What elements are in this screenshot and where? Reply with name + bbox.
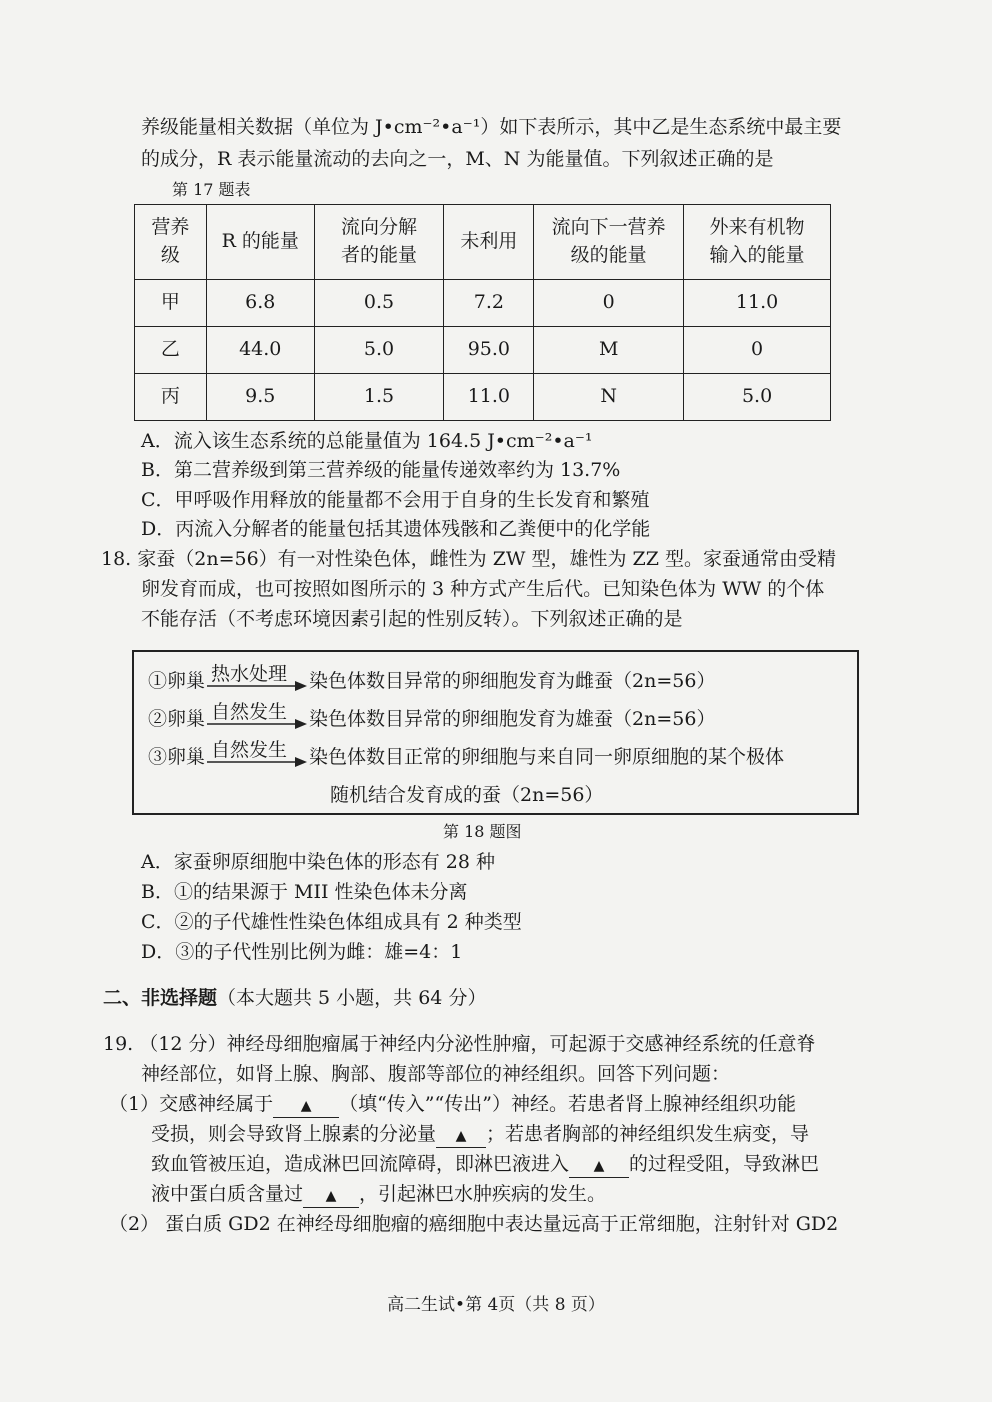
q18-line-3: 不能存活（不考虑环境因素引起的性别反转）。下列叙述正确的是 — [141, 608, 683, 630]
arrow-label: 自然发生 — [211, 701, 288, 723]
answer-blank[interactable]: ▲ — [273, 1097, 339, 1118]
table-cell: 95.0 — [444, 327, 534, 374]
q19-text: ；若患者胸部的神经组织发生病变，导 — [486, 1123, 810, 1145]
table-cell: 0 — [684, 327, 831, 374]
q17-option-c: C．甲呼吸作用释放的能量都不会用于自身的生长发育和繁殖 — [141, 489, 650, 511]
q19-p1-line-3 — [151, 1153, 819, 1178]
table-cell: 0 — [534, 280, 684, 327]
table-header-row — [135, 205, 831, 280]
table-cell: 1.5 — [314, 374, 444, 421]
table-cell: 5.0 — [314, 327, 444, 374]
figure-row-text: 随机结合发育成的蚕（2n=56） — [330, 784, 604, 806]
table-cell: 44.0 — [206, 327, 314, 374]
header-cell: 流向分解者的能量 — [314, 205, 444, 280]
arrow-heat — [207, 663, 307, 693]
energy-table — [134, 204, 831, 421]
q19-p1-line-4 — [151, 1183, 606, 1208]
q18-line-1: 18. 家蚕（2n=56）有一对性染色体，雌性为 ZW 型，雄性为 ZZ 型。家蚕通常由受精 — [101, 548, 836, 570]
q17-option-b: B．第二营养级到第三营养级的能量传递效率约为 13.7% — [141, 459, 621, 481]
figure-row-3-continuation — [330, 780, 603, 807]
header-cell: 流向下一营养级的能量 — [534, 205, 684, 280]
q19-p1-line-2 — [151, 1123, 809, 1148]
table-cell: 丙 — [135, 374, 207, 421]
figure-row-label: ③卵巢 — [148, 746, 206, 768]
q18-line-2: 卵发育而成，也可按照如图所示的 3 种方式产生后代。已知染色体为 WW 的个体 — [141, 578, 825, 600]
table-cell: 0.5 — [314, 280, 444, 327]
answer-blank[interactable]: ▲ — [436, 1127, 486, 1148]
q17-option-d: D．丙流入分解者的能量包括其遗体残骸和乙粪便中的化学能 — [141, 518, 651, 540]
right-arrow-icon — [207, 719, 307, 729]
figure-row-text: 染色体数目异常的卵细胞发育为雄蚕（2n=56） — [309, 708, 716, 730]
q19-text: （填“传入”“传出”）神经。若患者肾上腺神经组织功能 — [339, 1093, 796, 1115]
figure-row-text: 染色体数目异常的卵细胞发育为雌蚕（2n=56） — [309, 670, 716, 692]
arrow-label: 自然发生 — [211, 739, 288, 761]
q19-text: （1）交感神经属于 — [109, 1093, 274, 1115]
q19-text: 液中蛋白质含量过 — [151, 1183, 304, 1205]
section-heading — [103, 987, 486, 1010]
q17-option-a: A．流入该生态系统的总能量值为 164.5 J•cm⁻²•a⁻¹ — [141, 430, 593, 452]
table-cell: 9.5 — [206, 374, 314, 421]
figure-caption: 第 18 题图 — [443, 822, 522, 841]
intro-line-1: 养级能量相关数据（单位为 J•cm⁻²•a⁻¹）如下表所示，其中乙是生态系统中最主要 — [141, 116, 842, 138]
figure-row-1 — [148, 663, 716, 693]
arrow-natural — [207, 739, 307, 769]
table-caption: 第 17 题表 — [172, 180, 251, 199]
q18-option-a: A．家蚕卵原细胞中染色体的形态有 28 种 — [141, 851, 495, 873]
table-row — [135, 327, 831, 374]
header-cell: 外来有机物输入的能量 — [684, 205, 831, 280]
answer-blank[interactable]: ▲ — [569, 1157, 629, 1178]
section-title: 二、非选择题 — [103, 987, 218, 1009]
header-cell: 营养级 — [135, 205, 207, 280]
q19-text: 致血管被压迫，造成淋巴回流障碍，即淋巴液进入 — [151, 1153, 570, 1175]
arrow-label: 热水处理 — [211, 663, 288, 685]
right-arrow-icon — [207, 757, 307, 767]
table-cell: M — [534, 327, 684, 374]
q18-option-d: D．③的子代性别比例为雌：雄=4：1 — [141, 941, 463, 963]
figure-row-3 — [148, 739, 785, 769]
right-arrow-icon — [207, 681, 307, 691]
q19-line-1: 19. （12 分）神经母细胞瘤属于神经内分泌性肿瘤，可起源于交感神经系统的任意脊 — [103, 1033, 816, 1055]
header-cell: 未利用 — [444, 205, 534, 280]
figure-row-2 — [148, 701, 716, 731]
table-row — [135, 280, 831, 327]
q19-p1-line-1 — [109, 1093, 796, 1118]
table-cell: 6.8 — [206, 280, 314, 327]
figure-row-text: 染色体数目正常的卵细胞与来自同一卵原细胞的某个极体 — [309, 746, 785, 768]
table-cell: 7.2 — [444, 280, 534, 327]
table-cell: 乙 — [135, 327, 207, 374]
page-footer: 高二生试•第 4页（共 8 页） — [387, 1295, 605, 1315]
table-row — [135, 374, 831, 421]
q18-figure — [132, 650, 859, 815]
figure-row-label: ①卵巢 — [148, 670, 206, 692]
section-note: （本大题共 5 小题，共 64 分） — [217, 987, 487, 1009]
q19-p2-line-1: （2） 蛋白质 GD2 在神经母细胞瘤的癌细胞中表达量远高于正常细胞，注射针对 GD2 — [109, 1213, 839, 1235]
q19-line-2: 神经部位，如肾上腺、胸部、腹部等部位的神经组织。回答下列问题： — [141, 1063, 731, 1085]
q19-text: 的过程受阻，导致淋巴 — [629, 1153, 820, 1175]
table-cell: 甲 — [135, 280, 207, 327]
q18-option-b: B．①的结果源于 MII 性染色体未分离 — [141, 881, 468, 903]
table-cell: N — [534, 374, 684, 421]
table-cell: 5.0 — [684, 374, 831, 421]
intro-line-2: 的成分，R 表示能量流动的去向之一，M、N 为能量值。下列叙述正确的是 — [141, 148, 774, 170]
q18-option-c: C．②的子代雄性性染色体组成具有 2 种类型 — [141, 911, 522, 933]
table-cell: 11.0 — [444, 374, 534, 421]
answer-blank[interactable]: ▲ — [303, 1187, 359, 1208]
q19-text: ，引起淋巴水肿疾病的发生。 — [359, 1183, 607, 1205]
q19-text: 受损，则会导致肾上腺素的分泌量 — [151, 1123, 437, 1145]
header-cell: R 的能量 — [206, 205, 314, 280]
arrow-natural — [207, 701, 307, 731]
figure-row-label: ②卵巢 — [148, 708, 206, 730]
table-cell: 11.0 — [684, 280, 831, 327]
